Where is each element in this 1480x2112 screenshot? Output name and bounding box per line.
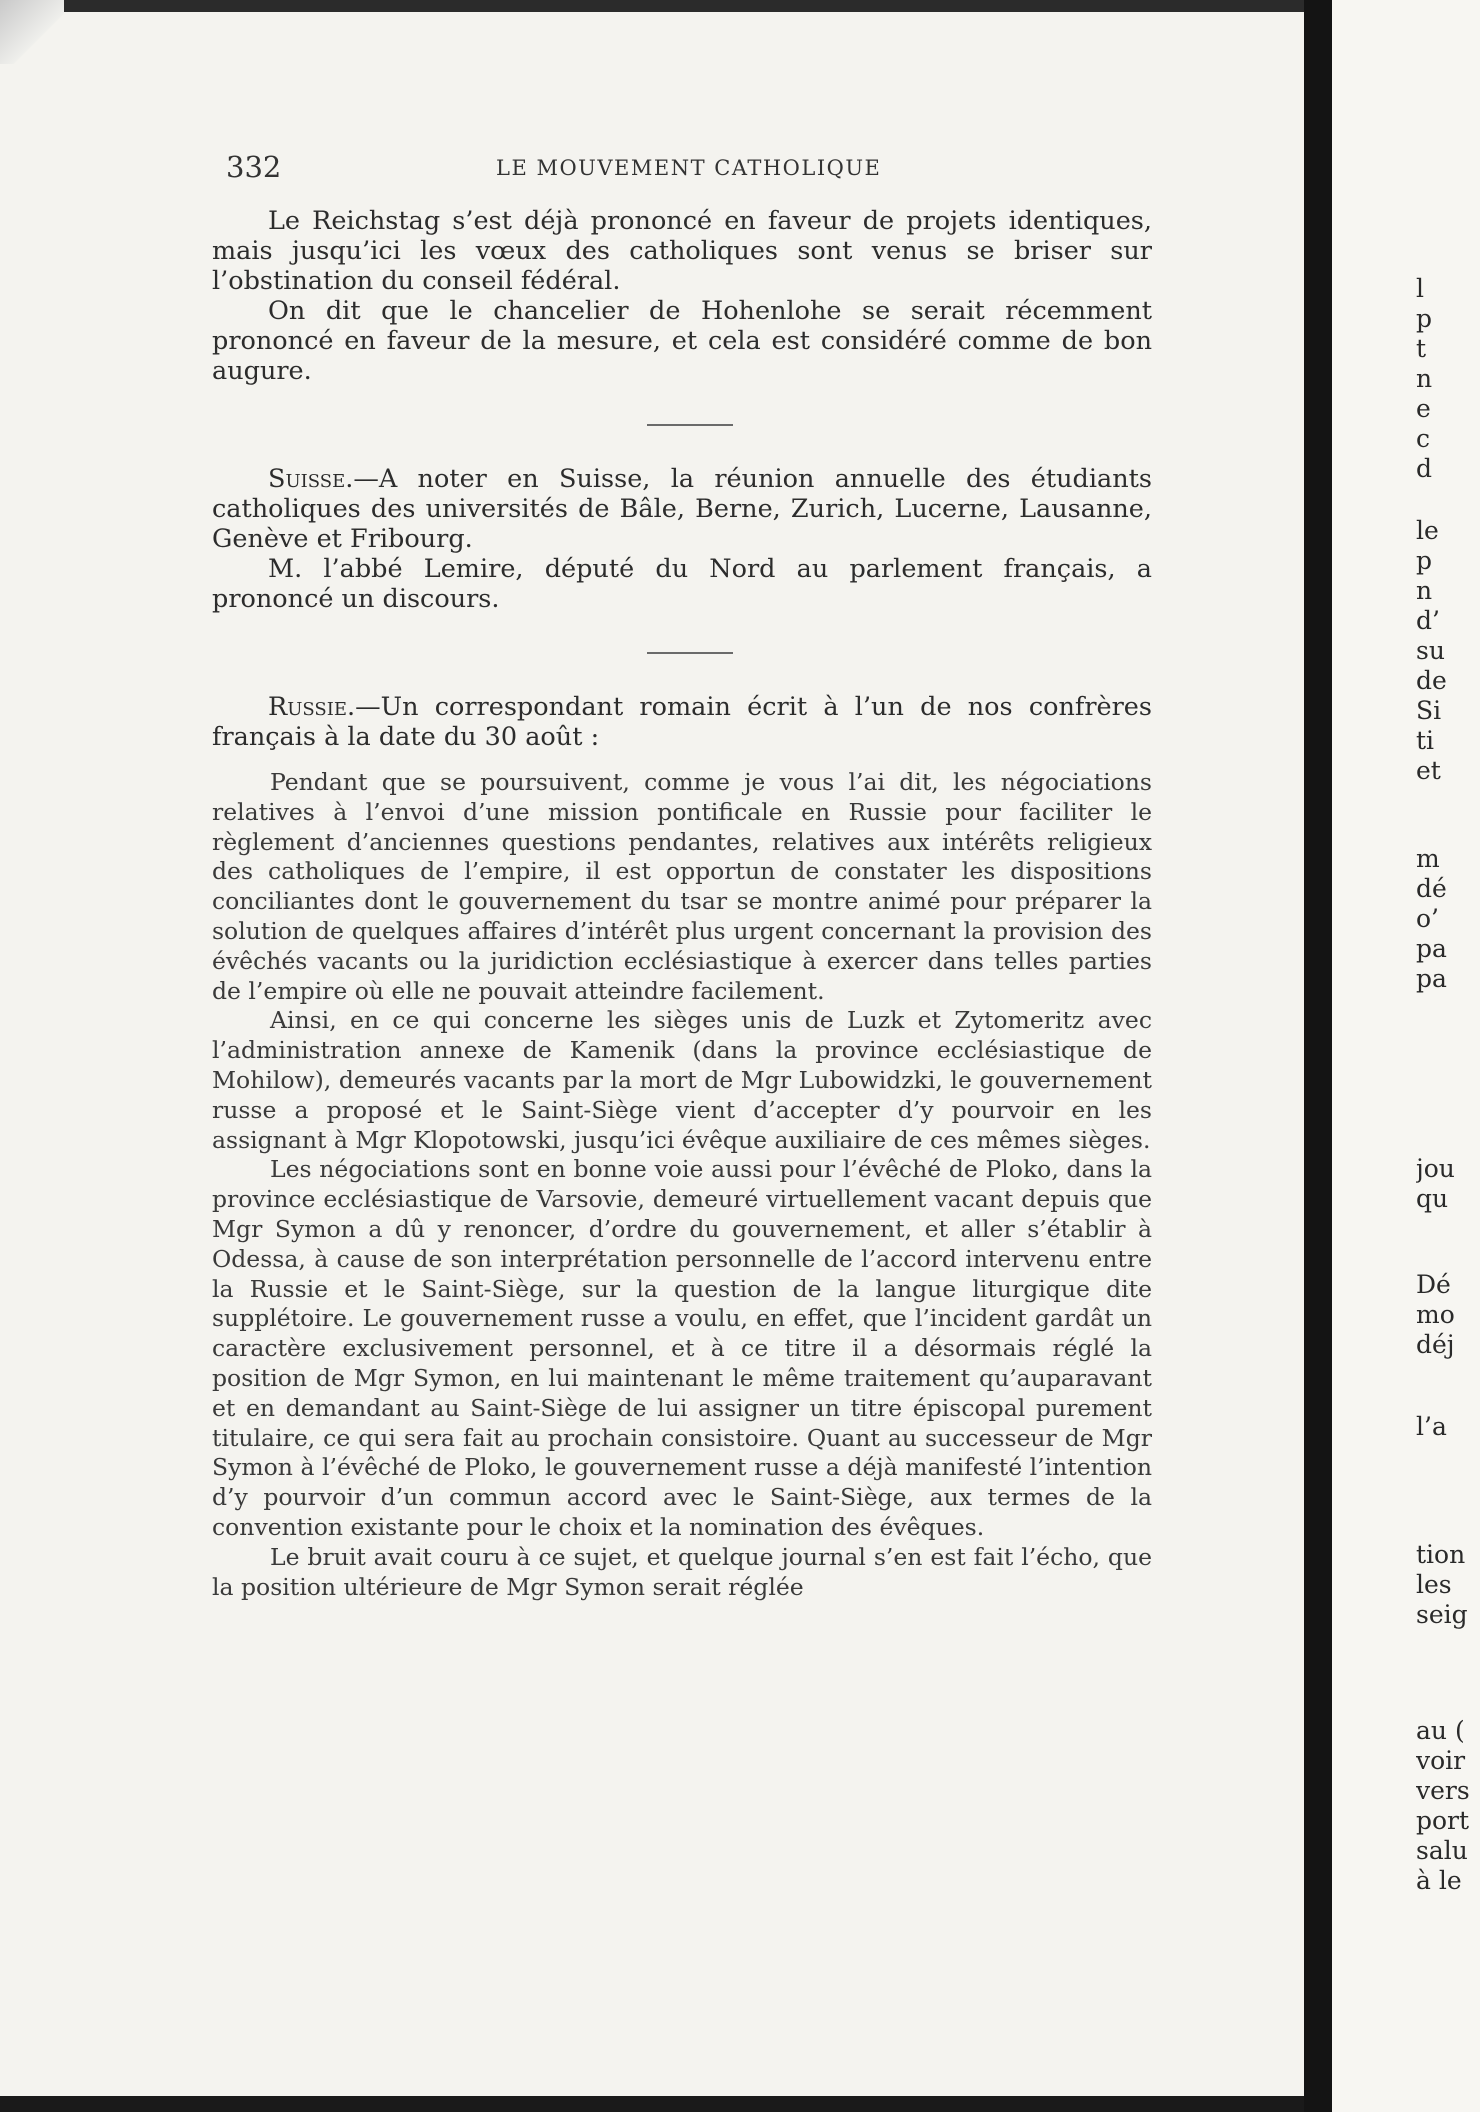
facing-page-fragment: les <box>1416 1570 1452 1599</box>
facing-page-text <box>1416 260 1480 1980</box>
facing-page-fragment: tion <box>1416 1540 1466 1569</box>
page-header <box>226 150 1161 186</box>
section-separator <box>647 652 733 654</box>
facing-page-fragment: voir <box>1416 1746 1466 1775</box>
facing-page-fragment: e <box>1416 394 1431 423</box>
facing-page-fragment: p <box>1416 546 1433 575</box>
facing-page-fragment: de <box>1416 666 1447 695</box>
section-separator <box>647 424 733 426</box>
facing-page-fragment: déj <box>1416 1330 1455 1359</box>
facing-page-fragment: ti <box>1416 726 1435 755</box>
quote-paragraph-bruit: Le bruit avait couru à ce sujet, et quelque journal s’en est fait l’écho, que la position ultérieure de Mgr Symon serait réglée <box>212 1542 1152 1601</box>
quote-paragraph-luzk: Ainsi, en ce qui concerne les sièges unis de Luzk et Zytomeritz avec l’administration annexe de Kamenik (dans la province ecclésiastique de Mohilow), demeurés vacants par la mort de Mgr Lubowidzki, le gouvernement russe a proposé et le Saint-Siège vient d’accepter d’y pourvoir en les assignant à Mgr Klopotowski, jusqu’ici évêque auxiliaire de ces mêmes sièges. <box>212 1006 1152 1154</box>
quoted-letter <box>212 768 1152 1602</box>
facing-page-fragment: o’ <box>1416 904 1439 933</box>
facing-page-fragment: seig <box>1416 1600 1468 1629</box>
facing-page-fragment: à le <box>1416 1866 1462 1895</box>
scan-bottom-edge <box>0 2096 1304 2112</box>
scan-top-edge <box>0 0 1480 12</box>
facing-page-fragment: m <box>1416 844 1440 873</box>
facing-page-fragment: dé <box>1416 874 1447 903</box>
facing-page-fragment: pa <box>1416 934 1447 963</box>
facing-page-fragment: vers <box>1416 1776 1470 1805</box>
facing-page-fragment: mo <box>1416 1300 1455 1329</box>
facing-page-fragment: qu <box>1416 1184 1449 1213</box>
facing-page-fragment: l <box>1416 274 1424 303</box>
facing-page-fragment: jou <box>1416 1154 1455 1183</box>
facing-page-fragment: pa <box>1416 964 1447 993</box>
paragraph-suisse <box>212 464 1152 554</box>
facing-page-fragment: d <box>1416 454 1433 483</box>
paragraph-suisse-text: —A noter en Suisse, la réunion annuelle des étudiants catholiques des universités de Bâle, Berne, Zurich, Lucerne, Lausanne, Genève et Fribourg. <box>212 464 1152 554</box>
facing-page-fragment: Dé <box>1416 1270 1451 1299</box>
facing-page-fragment: p <box>1416 304 1433 333</box>
paragraph-reichstag: Le Reichstag s’est déjà prononcé en faveur de projets identiques, mais jusqu’ici les vœux des catholiques sont venus se briser sur l’obstination du conseil fédéral. <box>212 206 1152 296</box>
facing-page-fragment: d’ <box>1416 606 1440 635</box>
facing-page-fragment: n <box>1416 364 1433 393</box>
facing-page-fragment: le <box>1416 516 1439 545</box>
page-corner-mark <box>0 0 64 64</box>
facing-page-fragment: port <box>1416 1806 1470 1835</box>
book-gutter <box>1304 0 1332 2112</box>
facing-page-fragment: n <box>1416 576 1433 605</box>
page-number: 332 <box>226 150 282 184</box>
facing-page-fragment: c <box>1416 424 1431 453</box>
section-head-russie: Russie. <box>268 692 356 722</box>
section-head-suisse: Suisse. <box>268 464 354 494</box>
facing-page-fragment: Si <box>1416 696 1442 725</box>
facing-page-fragment: au ( <box>1416 1716 1465 1745</box>
quote-paragraph-ploko: Les négociations sont en bonne voie aussi pour l’évêché de Ploko, dans la province ecclésiastique de Varsovie, demeuré virtuellement vacant depuis que Mgr Symon a dû y renoncer, d’ordre du gouvernement, et aller s’établir à Odessa, à cause de son interprétation personnelle de l’accord intervenu entre la Russie et le Saint-Siège, sur la question de la langue liturgique dite supplétoire. Le gouvernement russe a voulu, en effet, que l’incident gardât un caractère exclusivement personnel, et à ce titre il a désormais réglé la position de Mgr Symon, en lui maintenant le même traitement qu’auparavant et en demandant au Saint-Siège de lui assigner un titre épiscopal purement titulaire, ce qui sera fait au prochain consistoire. Quant au successeur de Mgr Symon à l’évêché de Ploko, le gouvernement russe a déjà manifesté l’intention d’y pourvoir d’un commun accord avec le Saint-Siège, aux termes de la convention existante pour le choix et la nomination des évêques. <box>212 1155 1152 1541</box>
paragraph-russie-text: —Un correspondant romain écrit à l’un de nos confrères français à la date du 30 août : <box>212 692 1152 752</box>
facing-page-fragment: salu <box>1416 1836 1468 1865</box>
main-text <box>212 206 1152 1602</box>
facing-page-fragment: et <box>1416 756 1441 785</box>
facing-page-fragment: t <box>1416 334 1427 363</box>
paragraph-lemire: M. l’abbé Lemire, député du Nord au parlement français, a prononcé un discours. <box>212 554 1152 614</box>
quote-paragraph-negociations: Pendant que se poursuivent, comme je vous l’ai dit, les négociations relatives à l’envoi d’une mission pontificale en Russie pour faciliter le règlement d’anciennes questions pendantes, relatives aux intérêts religieux des catholiques de l’empire, il est opportun de constater les dispositions conciliantes dont le gouvernement du tsar se montre animé pour préparer la solution de quelques affaires d’intérêt plus urgent concernant la provision des évêchés vacants ou la juridiction ecclésiastique à exercer dans telles parties de l’empire où elle ne pouvait atteindre facilement. <box>212 768 1152 1005</box>
paragraph-russie <box>212 692 1152 752</box>
facing-page-fragment: l’a <box>1416 1412 1447 1441</box>
facing-page-fragment: su <box>1416 636 1445 665</box>
paragraph-hohenlohe: On dit que le chancelier de Hohenlohe se serait récemment prononcé en faveur de la mesure, et cela est considéré comme de bon augure. <box>212 296 1152 386</box>
running-head: LE MOUVEMENT CATHOLIQUE <box>496 156 882 180</box>
